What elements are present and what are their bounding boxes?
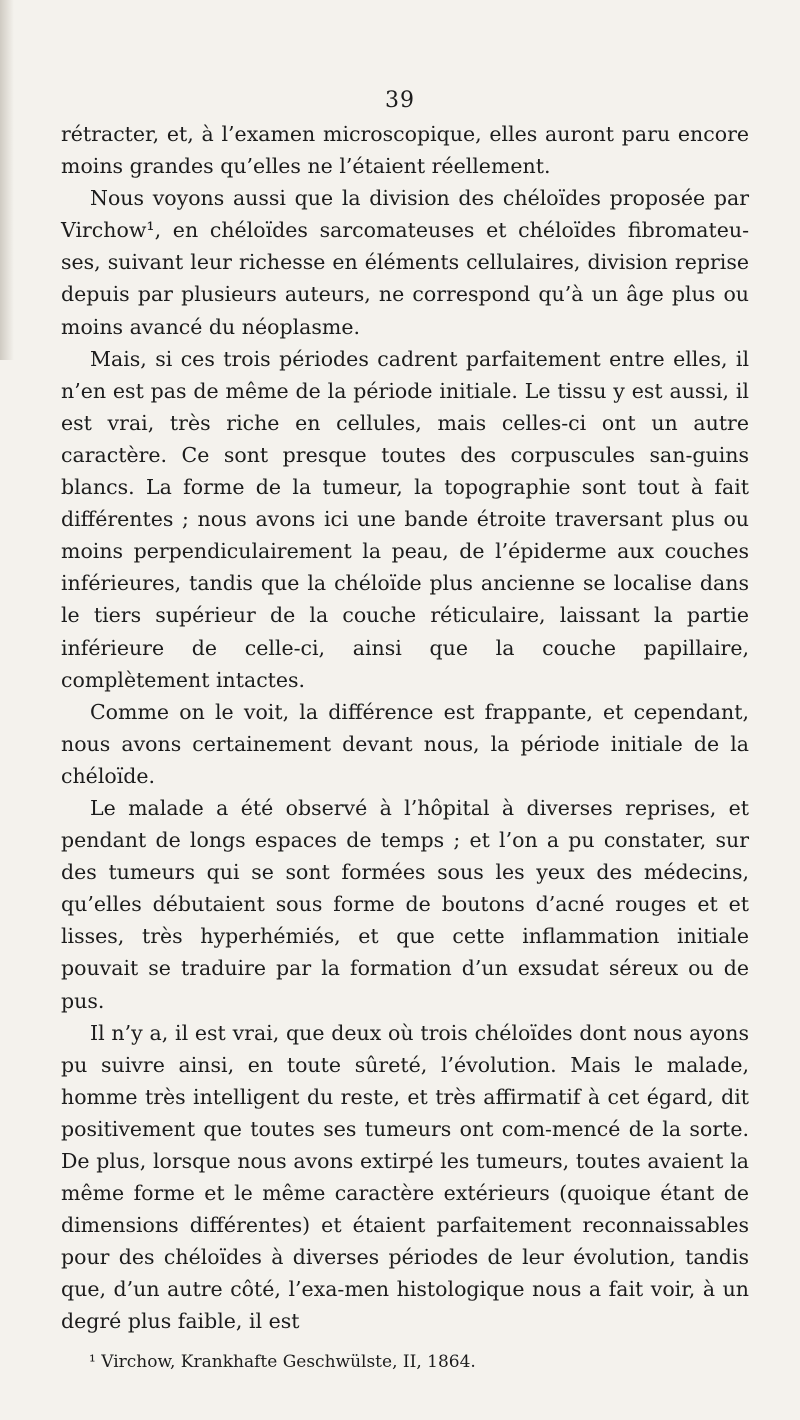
paragraph: Il n’y a, il est vrai, que deux où trois chéloïdes dont nous ayons pu suivre ainsi, en toute sûreté, l’évolution. Mais le malade, homme très intelligent du reste, et très affirmatif à cet égard, dit positivement que toutes ses tumeurs ont com-mencé de la sorte. De plus, lorsque nous avons extirpé les tumeurs, toutes avaient la même forme et le même caractère extérieurs (quoique étant de dimensions différentes) et étaient parfaitement reconnaissables pour des chéloïdes à diverses périodes de leur évolution, tandis que, d’un autre côté, l’exa-men histologique nous a fait voir, à un degré plus faible, il est: [61, 1020, 749, 1334]
page-edge-shadow: [0, 0, 14, 360]
footnote: ¹ Virchow, Krankhafte Geschwülste, II, 1864.: [89, 1352, 476, 1372]
paragraph: rétracter, et, à l’examen microscopique, elles auront paru encore moins grandes qu’elles ne l’étaient réellement.: [61, 122, 749, 179]
paragraph: Nous voyons aussi que la division des chéloïdes proposée par Virchow¹, en chéloïdes sarcomateuses et chéloïdes fibromateu-ses, suivant leur richesse en éléments cellulaires, division reprise depuis par plusieurs auteurs, ne correspond qu’à un âge plus ou moins avancé du néoplasme.: [61, 186, 749, 339]
page-number: 39: [385, 88, 415, 113]
paragraph: Le malade a été observé à l’hôpital à diverses reprises, et pendant de longs espaces de temps ; et l’on a pu constater, sur des tumeurs qui se sont formées sous les yeux des médecins, qu’elles débutaient sous forme de boutons d’acné rouges et et lisses, très hyperhémiés, et que cette inflammation initiale pouvait se traduire par la formation d’un exsudat séreux ou de pus.: [61, 795, 749, 1013]
paragraph: Mais, si ces trois périodes cadrent parfaitement entre elles, il n’en est pas de même de la période initiale. Le tissu y est aussi, il est vrai, très riche en cellules, mais celles-ci ont un autre caractère. Ce sont presque toutes des corpuscules san-guins blancs. La forme de la tumeur, la topographie sont tout à fait différentes ; nous avons ici une bande étroite traversant plus ou moins perpendiculairement la peau, de l’épiderme aux couches inférieures, tandis que la chéloïde plus ancienne se localise dans le tiers supérieur de la couche réticulaire, laissant la partie inférieure de celle-ci, ainsi que la couche papillaire, complètement intactes.: [61, 346, 749, 692]
paragraph: Comme on le voit, la différence est frappante, et cependant, nous avons certainement devant nous, la période initiale de la chéloïde.: [61, 699, 749, 788]
body-text: [61, 118, 749, 1338]
